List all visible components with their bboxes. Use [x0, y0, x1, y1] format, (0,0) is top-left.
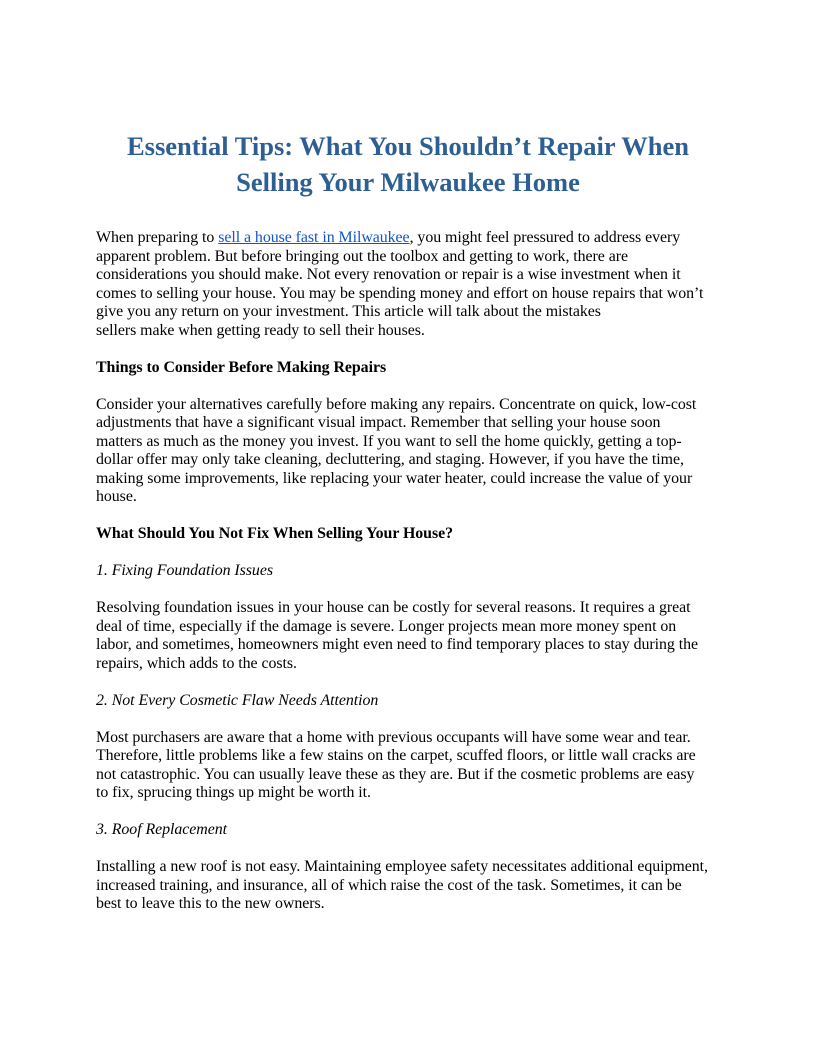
title-line-2: Selling Your Milwaukee Home: [236, 167, 580, 197]
paragraph-line: Consider your alternatives carefully before making any repairs. Concentrate on quick, low-cost: [96, 395, 697, 413]
intro-line: sellers make when getting ready to sell their houses.: [96, 321, 425, 339]
foundation-paragraph: [96, 599, 720, 673]
paragraph-line: labor, and sometimes, homeowners might even need to find temporary places to stay during the: [96, 636, 698, 653]
intro-text-before-link: When preparing to: [96, 229, 219, 246]
intro-text-after-link: , you might feel pressured to address every: [409, 229, 681, 246]
paragraph-line: house.: [96, 488, 137, 505]
paragraph-line: Most purchasers are aware that a home with previous occupants will have some wear and tear.: [96, 728, 691, 746]
section-heading-considerations: Things to Consider Before Making Repairs: [96, 358, 387, 376]
section-heading-what-not-to-fix: What Should You Not Fix When Selling Your House?: [96, 525, 453, 542]
paragraph-line: Resolving foundation issues in your house can be costly for several reasons. It requires a great: [96, 599, 691, 616]
paragraph-line: making some improvements, like replacing your water heater, could increase the value of your: [96, 469, 693, 487]
sell-house-fast-link[interactable]: sell a house fast in Milwaukee: [218, 229, 410, 246]
paragraph-line: best to leave this to the new owners.: [96, 895, 325, 912]
paragraph-line: repairs, which adds to the costs.: [96, 654, 297, 672]
paragraph-line: matters as much as the money you invest. If you want to sell the home quickly, getting a top-: [96, 432, 682, 450]
paragraph-line: deal of time, especially if the damage is severe. Longer projects mean more money spent on: [96, 617, 677, 635]
intro-line: considerations you should make. Not every renovation or repair is a wise investment when it: [96, 266, 681, 283]
intro-line: comes to selling your house. You may be spending money and effort on house repairs that won’t: [96, 284, 704, 302]
title-line-1: Essential Tips: What You Shouldn’t Repair When: [126, 131, 690, 161]
paragraph-line: increased training, and insurance, all of which raise the cost of the task. Sometimes, it can be: [96, 876, 682, 894]
paragraph-line: Installing a new roof is not easy. Maintaining employee safety necessitates additional equipment,: [96, 858, 708, 875]
paragraph-line: dollar offer may only take cleaning, decluttering, and staging. However, if you have the time,: [96, 451, 684, 468]
intro-line-1: [96, 229, 720, 248]
item-title-roof: 3. Roof Replacement: [96, 821, 227, 838]
intro-paragraph: [96, 229, 720, 340]
intro-line: give you any return on your investment. This article will talk about the mistakes: [96, 303, 601, 320]
paragraph-line: adjustments that have a significant visual impact. Remember that selling your house soon: [96, 414, 661, 431]
roof-paragraph: [96, 858, 720, 914]
item-title-cosmetic: 2. Not Every Cosmetic Flaw Needs Attention: [96, 691, 379, 709]
document-page: [96, 0, 720, 914]
page-title: [96, 128, 720, 200]
item-title-foundation: 1. Fixing Foundation Issues: [96, 562, 273, 579]
paragraph-line: Therefore, little problems like a few stains on the carpet, scuffed floors, or little wall cracks are: [96, 747, 696, 764]
paragraph-line: not catastrophic. You can usually leave these as they are. But if the cosmetic problems are easy: [96, 765, 695, 783]
paragraph-line: to fix, sprucing things up might be worth it.: [96, 784, 371, 801]
cosmetic-paragraph: [96, 729, 720, 803]
intro-line: apparent problem. But before bringing out the toolbox and getting to work, there are: [96, 247, 628, 265]
considerations-paragraph: [96, 396, 720, 507]
